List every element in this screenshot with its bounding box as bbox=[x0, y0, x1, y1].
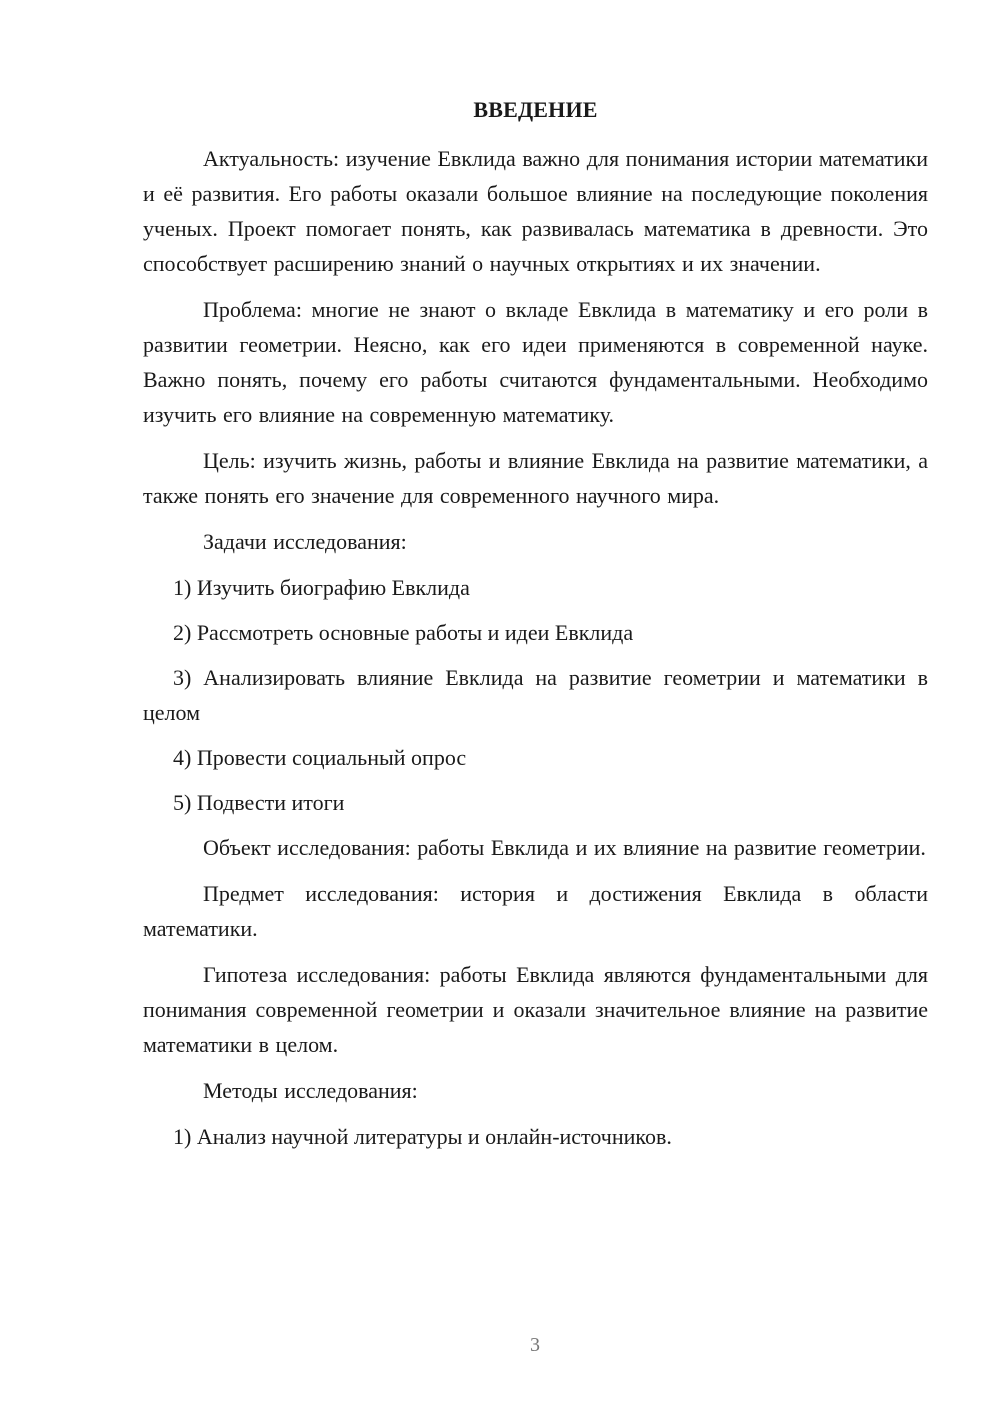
object-paragraph: Объект исследования: работы Евклида и их влияние на развитие геометрии. bbox=[203, 835, 926, 860]
task-item: 1) Изучить биографию Евклида bbox=[173, 575, 470, 600]
task-item: 5) Подвести итоги bbox=[173, 790, 345, 815]
task-item: 3) Анализировать влияние Евклида на развитие геометрии и математики в целом bbox=[143, 665, 928, 725]
method-item: 1) Анализ научной литературы и онлайн-источников. bbox=[173, 1124, 672, 1149]
tasks-title: Задачи исследования: bbox=[203, 529, 407, 554]
task-item: 4) Провести социальный опрос bbox=[173, 745, 467, 770]
subject-paragraph: Предмет исследования: история и достижения Евклида в области математики. bbox=[143, 881, 928, 941]
section-heading: ВВЕДЕНИЕ bbox=[473, 97, 598, 122]
hypothesis-paragraph: Гипотеза исследования: работы Евклида являются фундаментальными для понимания современной геометрии и оказали значительное влияние на развитие математики в целом. bbox=[143, 962, 928, 1057]
problem-paragraph: Проблема: многие не знают о вкладе Евклида в математику и его роли в развитии геометрии. Неясно, как его идеи применяются в современной науке. Важно понять, почему его работы считаются фундаментальными. Необходимо изучить его влияние на современную математику. bbox=[143, 297, 928, 427]
methods-title: Методы исследования: bbox=[203, 1078, 418, 1103]
goal-paragraph: Цель: изучить жизнь, работы и влияние Евклида на развитие математики, а также понять его значение для современного научного мира. bbox=[143, 448, 928, 508]
relevance-paragraph: Актуальность: изучение Евклида важно для понимания истории математики и её развития. Его работы оказали большое влияние на последующие поколения ученых. Проект помогает понять, как развивалась математика в древности. Это способствует расширению знаний о научных открытиях и их значении. bbox=[143, 146, 928, 276]
page-content bbox=[143, 94, 928, 1164]
page-number: 3 bbox=[530, 1334, 540, 1356]
task-item: 2) Рассмотреть основные работы и идеи Евклида bbox=[173, 620, 634, 645]
